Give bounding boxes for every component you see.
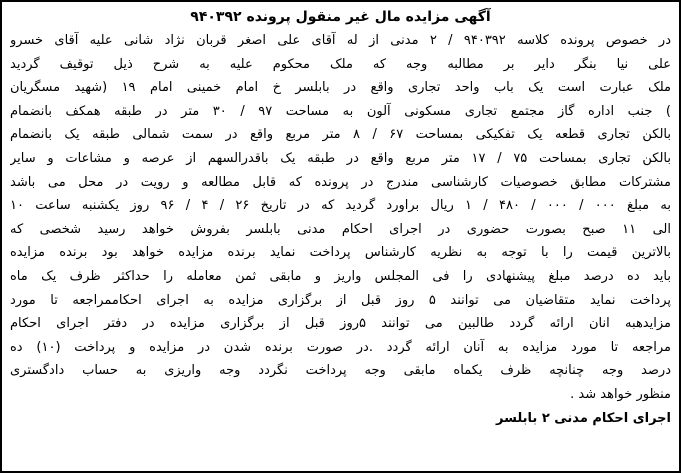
notice-line-6: بالکن تجاری بمساحت ۷۵ / ۱۷ متر مربع واقع در طبقه یک باقدرالسهم از عرصه و مشاعات و سایر <box>10 150 671 166</box>
notice-line-13: مزایدهبه انان ارائه گردد طالبین می توانند ۵روز قبل از برگزاری مزایده در دفتر اجرای احکام <box>10 316 671 332</box>
notice-line-14: مراجعه تا مورد مزایده به آنان ارائه گردد .در صورت برنده شدن در مزایده و پرداخت (۱۰) ده <box>10 339 671 355</box>
notice-line-11: باید ده درصد مبلغ پیشنهادی را فی المجلس واریز و مابقی ثمن معامله را حداکثر ظرف یک ماه <box>10 268 671 284</box>
notice-line-12: پرداخت نماید متقاضیان می توانند ۵ روز قبل از برگزاری مزایده به اجرای احکاممراجعه تا مورد <box>10 292 671 308</box>
notice-line-2: علی نیا بنگر دایر بر مطالبه وجه که ملک محکوم علیه به شرح ذیل توقیف گردید <box>10 56 671 72</box>
notice-line-3: ملک عبارت است یک باب واحد تجاری واقع در بابلسر خ امام خمینی امام ۱۹ (شهید مسگریان <box>10 80 671 96</box>
notice-body <box>10 29 671 407</box>
notice-signature: اجرای احکام مدنی ۲ بابلسر <box>496 410 671 426</box>
notice-title: آگهی مزایده مال غیر منقول پرونده ۹۴۰۳۹۲ <box>190 9 491 25</box>
notice-line-7: مشترکات مطابق خصوصیات کارشناسی مندرج در پرونده که قابل مطالعه و رویت در محل می باشد <box>10 174 671 190</box>
notice-line-15: درصد وجه چنانچه ظرف یکماه مابقی وجه پرداخت نگردد وجه واریزی به حساب دادگستری <box>10 363 671 379</box>
notice-line-4: ) جنب اداره گاز مجتمع تجاری مسکونی آلون به مساحت ۹۷ / ۳۰ متر در طبقه همکف بانضمام <box>10 103 671 119</box>
notice-line-10: بالاترین قیمت را با توجه به نظریه کارشناس پرداخت نماید برنده مزایده خواهد بود برنده مزایده <box>10 245 671 261</box>
notice-line-9: الی ۱۱ صبح بصورت حضوری در اجرای احکام مدنی بابلسر بفروش خواهد رسید شخصی که <box>10 221 671 237</box>
notice-line-5: بالکن تجاری قطعه یک تفکیکی بمساحت ۶۷ / ۸ متر مربع واقع در سمت شمالی طبقه یک بانضمام <box>10 127 671 143</box>
notice-line-1: در خصوص پرونده کلاسه ۹۴۰۳۹۲ / ۲ مدنی از له آقای علی اصغر قربان نژاد شانی علیه آقای خسرو <box>10 33 671 48</box>
notice-line-8: به مبلغ ۰۰۰ / ۰۰۰ / ۴۸۰ / ۱ ریال براورد گردید که در تاریخ ۲۶ / ۴ / ۹۶ روز یکشنبه ساعت ۱۰ <box>10 198 671 214</box>
notice-line-16: منظور خواهد شد . <box>570 386 671 402</box>
